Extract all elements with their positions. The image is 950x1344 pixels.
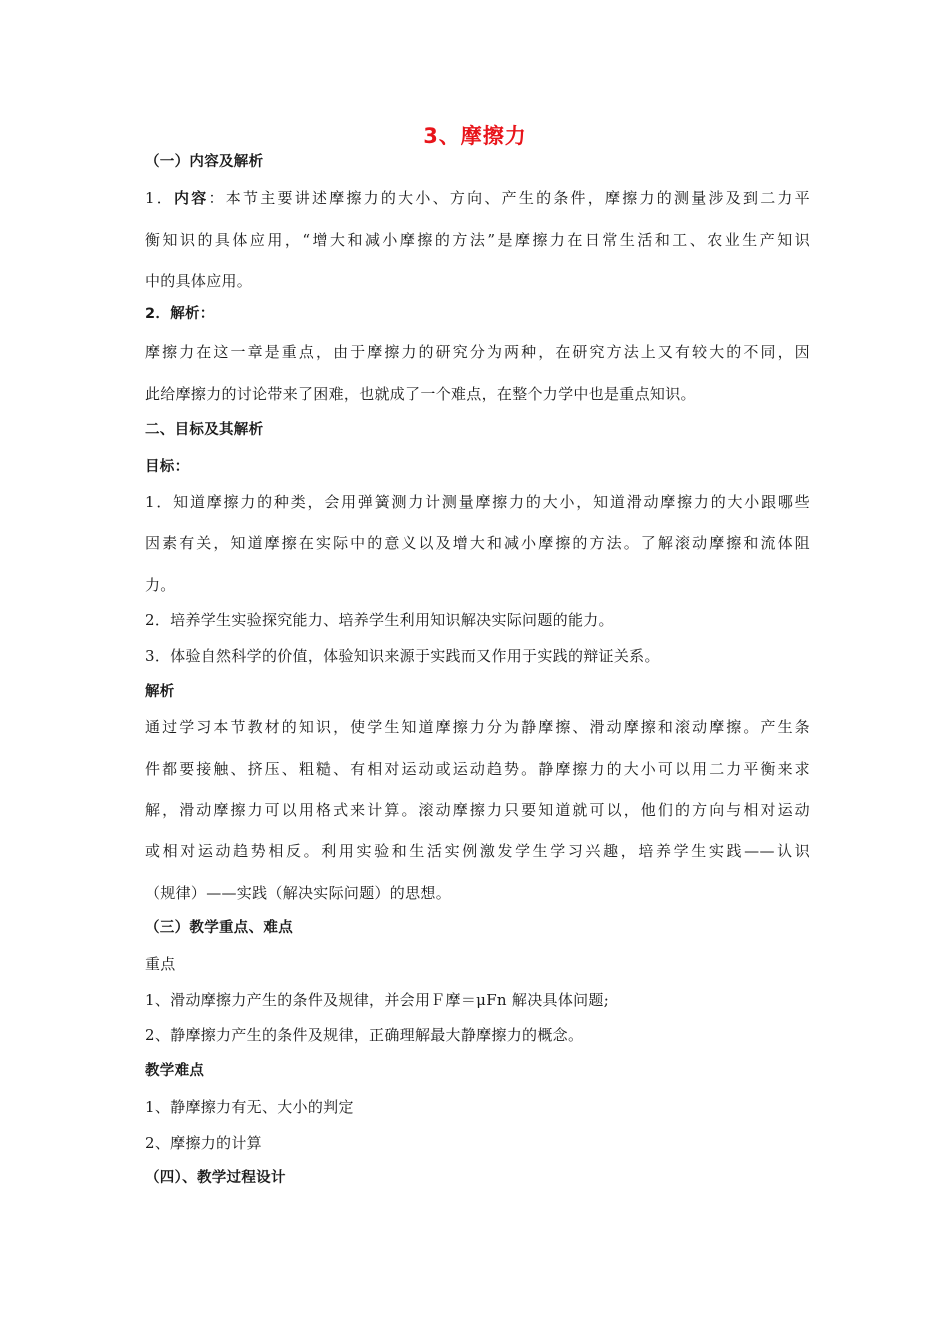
goal-1-line-3: 力。: [145, 576, 176, 594]
goal-1-line-2: 因素有关，知道摩擦在实际中的意义以及增大和减小摩擦的方法。了解滚动摩擦和流体阻: [145, 534, 810, 552]
difficulty-2: 2、摩擦力的计算: [145, 1134, 262, 1152]
content-line-1-text: 本节主要讲述摩擦力的大小、方向、产生的条件，摩擦力的测量涉及到二力平: [225, 189, 810, 207]
section1-heading: （一）内容及解析: [145, 154, 264, 170]
content-colon: ：: [208, 189, 226, 207]
content-paragraph-line-1: [145, 188, 810, 208]
goal-1-line-1: 1．知道摩擦力的种类，会用弹簧测力计测量摩擦力的大小，知道滑动摩擦力的大小跟哪些: [145, 493, 810, 511]
key-point-2: 2、静摩擦力产生的条件及规律，正确理解最大静摩擦力的概念。: [145, 1026, 584, 1044]
section4-heading: （四）、教学过程设计: [145, 1170, 286, 1186]
analysis-paragraph-line-2: 此给摩擦力的讨论带来了困难，也就成了一个难点，在整个力学中也是重点知识。: [145, 385, 696, 403]
section2-analysis-heading: 解析: [145, 684, 175, 700]
page-title: 3、摩擦力: [423, 124, 527, 148]
section2-analysis-line-4: 或相对运动趋势相反。利用实验和生活实例激发学生学习兴趣，培养学生实践——认识: [145, 842, 810, 860]
section3-heading: （三）教学重点、难点: [145, 920, 293, 936]
section2-analysis-line-2: 件都要接触、挤压、粗糙、有相对运动或运动趋势。静摩擦力的大小可以用二力平衡来求: [145, 760, 810, 778]
analysis-heading: 2．解析：: [145, 306, 215, 322]
section2-analysis-line-3: 解，滑动摩擦力可以用格式来计算。滚动摩擦力只要知道就可以，他们的方向与相对运动: [145, 801, 810, 819]
section2-analysis-line-1: 通过学习本节教材的知识，使学生知道摩擦力分为静摩擦、滑动摩擦和滚动摩擦。产生条: [145, 718, 810, 736]
goal-3: 3．体验自然科学的价值，体验知识来源于实践而又作用于实践的辩证关系。: [145, 647, 660, 665]
section2-heading: 二、目标及其解析: [145, 422, 264, 438]
goal-2: 2．培养学生实验探究能力、培养学生利用知识解决实际问题的能力。: [145, 611, 614, 629]
content-paragraph-line-2: 衡知识的具体应用，“增大和减小摩擦的方法”是摩擦力在日常生活和工、农业生产知识: [145, 231, 810, 249]
key-point-1: 1、滑动摩擦力产生的条件及规律，并会用Ｆ摩＝μFn 解决具体问题;: [145, 991, 610, 1009]
content-paragraph-line-3: 中的具体应用。: [145, 272, 253, 290]
difficulty-heading: 教学难点: [145, 1063, 205, 1079]
key-points-label: 重点: [145, 955, 176, 973]
goals-heading: 目标：: [145, 459, 190, 475]
difficulty-1: 1、静摩擦力有无、大小的判定: [145, 1098, 354, 1116]
content-label: 内容: [174, 189, 209, 207]
content-prefix: 1．: [145, 189, 175, 207]
section2-analysis-line-5: （规律）——实践（解决实际问题）的思想。: [145, 884, 452, 902]
analysis-paragraph-line-1: 摩擦力在这一章是重点，由于摩擦力的研究分为两种，在研究方法上又有较大的不同，因: [145, 343, 810, 361]
